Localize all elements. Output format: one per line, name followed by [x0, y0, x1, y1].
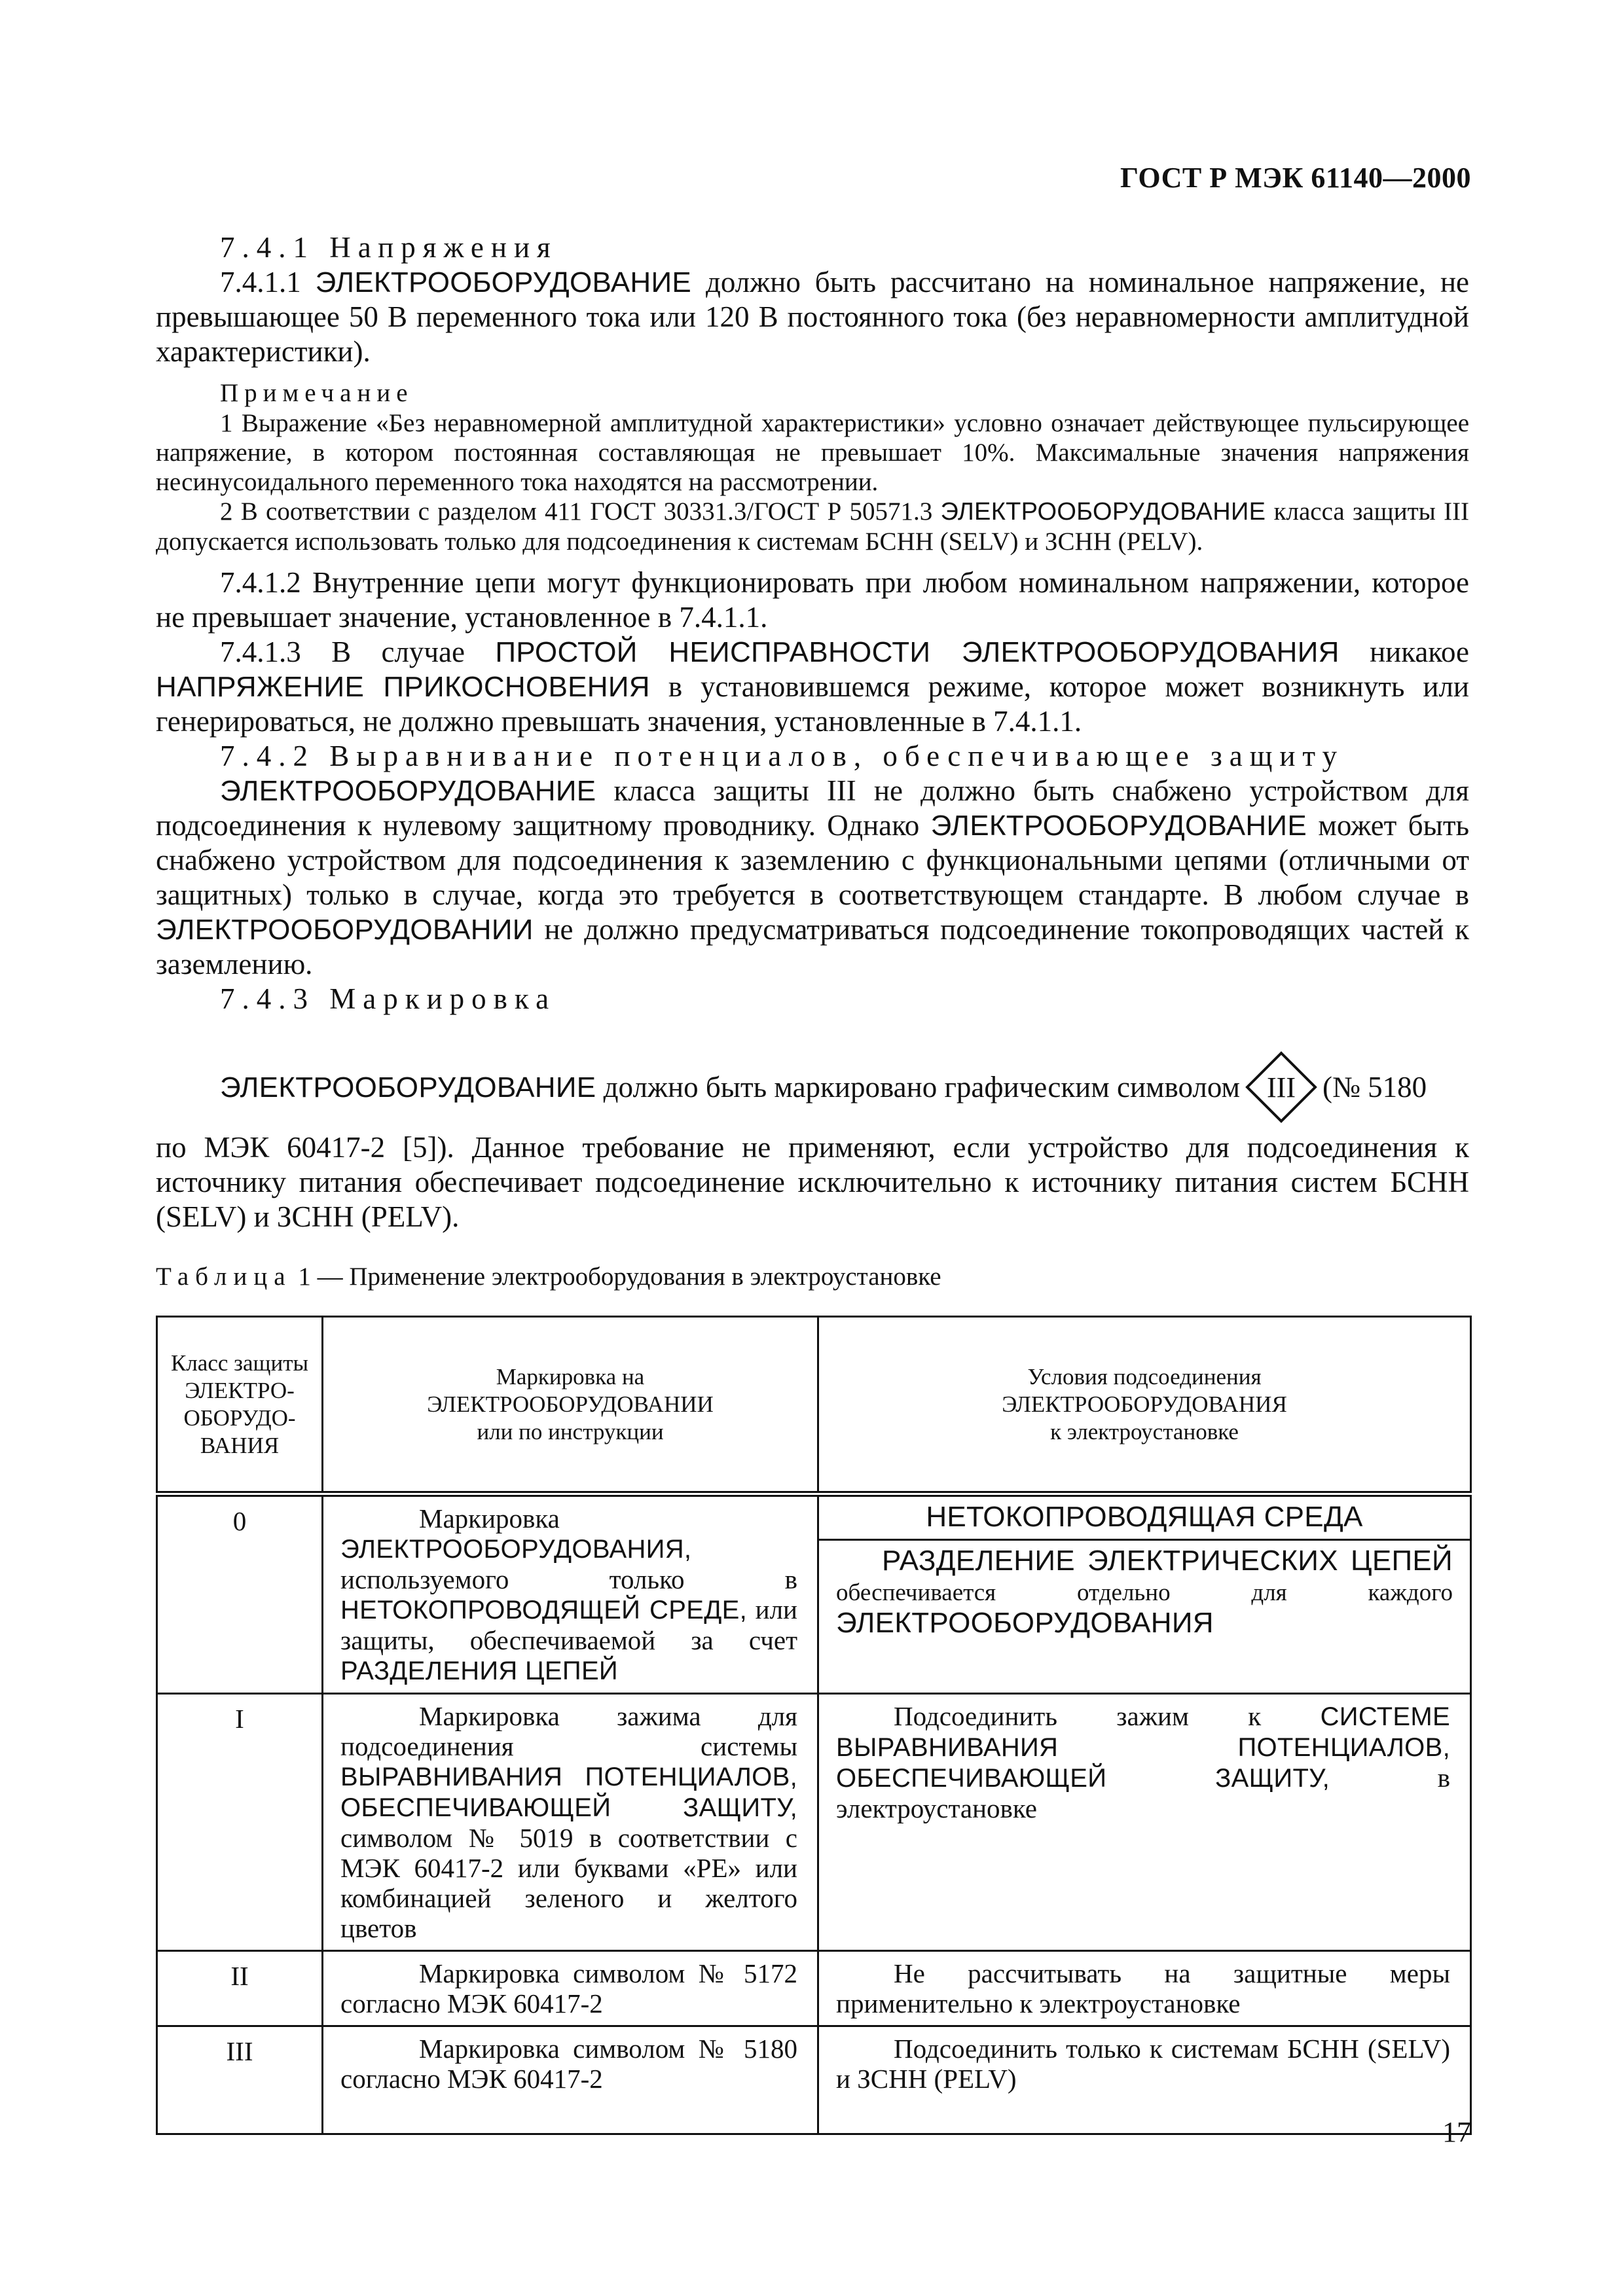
condition-separation: РАЗДЕЛЕНИЕ ЭЛЕКТРИЧЕСКИХ ЦЕПЕЙ обеспечивается отдельно для каждого ЭЛЕКТРООБОРУДОВАНИЯ	[819, 1539, 1470, 1645]
marking-cell: Маркировка ЭЛЕКТРООБОРУДОВАНИЯ, используемого только в НЕТОКОПРОВОДЯЩЕЙ СРЕДЕ, или защиты, обеспечиваемой за счет РАЗДЕЛЕНИЯ ЦЕПЕЙ	[323, 1494, 818, 1694]
table-row	[157, 1694, 1471, 1951]
table-row	[157, 1494, 1471, 1694]
document-body	[156, 230, 1469, 2135]
conditions-cell: Подсоединить зажим к СИСТЕМЕ ВЫРАВНИВАНИЯ ПОТЕНЦИАЛОВ, ОБЕСПЕЧИВАЮЩЕЙ ЗАЩИТУ, в электроустановке	[818, 1694, 1471, 1951]
paragraph-7-4-2: ЭЛЕКТРООБОРУДОВАНИЕ класса защиты III не должно быть снабжено устройством для подсоединения к нулевому защитному проводнику. Однако ЭЛЕКТРООБОРУДОВАНИЕ может быть снабжено устройством для подсоединения к заземлению с функциональными цепями (отличными от защитных) только в случае, когда это требуется в соответствующем стандарте. В любом случае в ЭЛЕКТРООБОРУДОВАНИИ не должно предусматриваться подсоединение токопроводящих частей к заземлению.	[156, 774, 1470, 980]
page-number: 17	[1442, 2116, 1471, 2148]
note-1: 1 Выражение «Без неравномерной амплитудной характеристики» условно означает действующее пульсирующее напряжение, в котором постоянная составляющая не превышает 10%. Максимальные значения напряжения несинусоидального переменного тока находятся на рассмотрении.	[156, 409, 1469, 496]
section-7-4-3-title: 7.4.3 Маркировка	[220, 982, 556, 1015]
marking-symbol-line	[156, 1054, 1469, 1120]
class-cell: III	[157, 2026, 323, 2134]
marking-cell: Маркировка символом № 5180 согласно МЭК 60417-2	[323, 2026, 818, 2134]
paragraph-7-4-1-1: 7.4.1.1 ЭЛЕКТРООБОРУДОВАНИЕ должно быть рассчитано на номинальное напряжение, не превышающее 50 В переменного тока или 120 В постоянного тока (без неравномерности амплитудной характеристики).	[156, 266, 1470, 368]
conditions-cell	[818, 1494, 1471, 1694]
class-cell: I	[157, 1694, 323, 1951]
table-row	[157, 1951, 1471, 2026]
section-7-4-2-title: 7.4.2 Выравнивание потенциалов, обеспечивающее защиту	[220, 740, 1345, 772]
diamond-symbol-text: III	[1266, 1071, 1296, 1103]
paragraph-7-4-3-continuation: по МЭК 60417-2 [5]). Данное требование не применяют, если устройство для подсоединения к источнику питания обеспечивает подсоединение исключительно к источнику питания систем БСНН (SELV) и ЗСНН (PELV).	[156, 1131, 1469, 1233]
table-caption: Таблица 1 — Применение электрооборудования в электроустановке	[156, 1263, 941, 1291]
header-conditions: Условия подсоединения ЭЛЕКТРООБОРУДОВАНИЯ к электроустановке	[818, 1317, 1471, 1494]
class-iii-diamond-icon	[1245, 1051, 1317, 1123]
section-7-4-1-title: 7.4.1 Напряжения	[220, 231, 558, 264]
application-table	[156, 1316, 1472, 2135]
condition-nonconductive: НЕТОКОПРОВОДЯЩАЯ СРЕДА	[926, 1501, 1363, 1533]
marking-cell: Маркировка символом № 5172 согласно МЭК 60417-2	[323, 1951, 818, 2026]
conditions-cell: Не рассчитывать на защитные меры применительно к электроустановке	[818, 1951, 1471, 2026]
symbol-number-text: (№ 5180	[1322, 1070, 1427, 1103]
paragraph-7-4-1-3: 7.4.1.3 В случае ПРОСТОЙ НЕИСПРАВНОСТИ ЭЛЕКТРООБОРУДОВАНИЯ никакое НАПРЯЖЕНИЕ ПРИКОСНОВЕНИЯ в установившемся режиме, которое может возникнуть или генерироваться, не должно превышать значения, установленные в 7.4.1.1.	[156, 636, 1469, 738]
paragraph-7-4-1-2: 7.4.1.2 Внутренние цепи могут функционировать при любом номинальном напряжении, которое не превышает значение, установленное в 7.4.1.1.	[156, 566, 1469, 634]
document-code-header: ГОСТ Р МЭК 61140—2000	[1120, 162, 1471, 194]
note-2: 2 В соответствии с разделом 411 ГОСТ 30331.3/ГОСТ Р 50571.3 ЭЛЕКТРООБОРУДОВАНИЕ класса защиты III допускается использовать только для подсоединения к системам БСНН (SELV) и ЗСНН (PELV).	[156, 497, 1470, 556]
marking-text: ЭЛЕКТРООБОРУДОВАНИЕ должно быть маркировано графическим символом	[220, 1070, 1240, 1103]
header-marking: Маркировка на ЭЛЕКТРООБОРУДОВАНИИ или по инструкции	[323, 1317, 818, 1494]
header-class: Класс защиты ЭЛЕКТРО-ОБОРУДО-ВАНИЯ	[157, 1317, 323, 1494]
class-cell: II	[157, 1951, 323, 2026]
table-row	[157, 2026, 1471, 2134]
marking-cell: Маркировка зажима для подсоединения системы ВЫРАВНИВАНИЯ ПОТЕНЦИАЛОВ, ОБЕСПЕЧИВАЮЩЕЙ ЗАЩИТУ, символом № 5019 в соответствии с МЭК 60417-2 или буквами «PE» или комбинацией зеленого и желтого цветов	[323, 1694, 818, 1951]
conditions-cell: Подсоединить только к системам БСНН (SELV) и ЗСНН (PELV)	[818, 2026, 1471, 2134]
class-cell: 0	[157, 1494, 323, 1694]
note-title: Примечание	[220, 379, 414, 407]
